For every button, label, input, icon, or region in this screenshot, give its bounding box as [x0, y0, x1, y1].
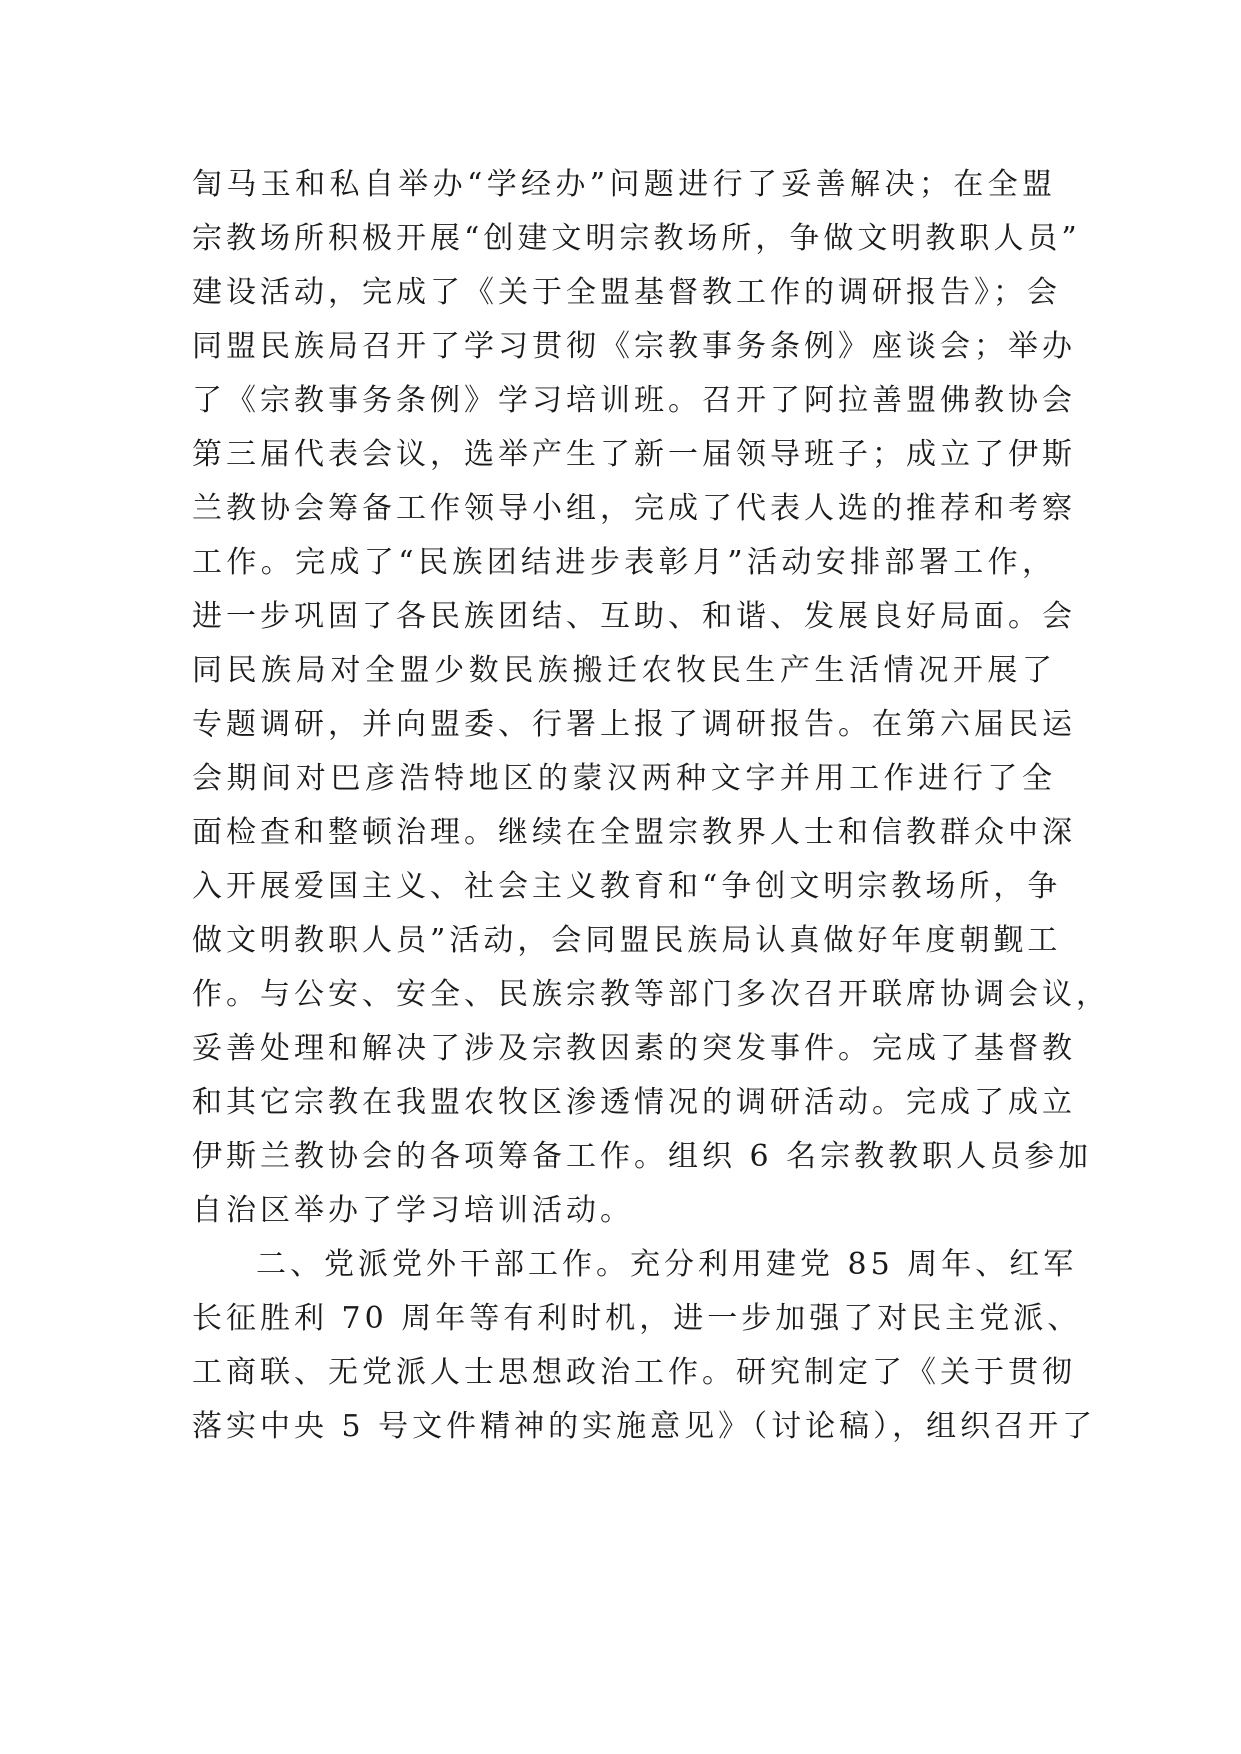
text-line: 工作。完成了“民族团结进步表彰月”活动安排部署工作， [192, 545, 1056, 580]
text-line: 专题调研，并向盟委、行署上报了调研报告。在第六届民运 [192, 707, 1076, 742]
paragraph-start-line: 二、党派党外干部工作。充分利用建党 85 周年、红军 [256, 1247, 1078, 1282]
text-line: 面检查和整顿治理。继续在全盟宗教界人士和信教群众中深 [192, 815, 1076, 850]
text-line: 自治区举办了学习培训活动。 [192, 1193, 634, 1228]
text-line: 作。与公安、安全、民族宗教等部门多次召开联席协调会议， [192, 977, 1110, 1012]
text-line: 第三届代表会议，选举产生了新一届领导班子；成立了伊斯 [192, 437, 1076, 472]
text-line: 入开展爱国主义、社会主义教育和“争创文明宗教场所，争 [192, 869, 1062, 904]
text-line: 和其它宗教在我盟农牧区渗透情况的调研活动。完成了成立 [192, 1085, 1076, 1120]
text-line: 訇马玉和私自举办“学经办”问题进行了妥善解决；在全盟 [192, 167, 1056, 202]
text-line: 落实中央 5 号文件精神的实施意见》（讨论稿），组织召开了 [192, 1409, 1097, 1444]
text-line: 进一步巩固了各民族团结、互助、和谐、发展良好局面。会 [192, 599, 1076, 634]
text-line: 兰教协会筹备工作领导小组，完成了代表人选的推荐和考察 [192, 491, 1076, 526]
text-line: 伊斯兰教协会的各项筹备工作。组织 6 名宗教教职人员参加 [192, 1139, 1093, 1174]
text-line: 同民族局对全盟少数民族搬迁农牧民生产生活情况开展了 [192, 653, 1056, 688]
text-line: 会期间对巴彦浩特地区的蒙汉两种文字并用工作进行了全 [192, 761, 1056, 796]
text-line: 宗教场所积极开展“创建文明宗教场所，争做文明教职人员” [192, 221, 1081, 256]
text-line: 建设活动，完成了《关于全盟基督教工作的调研报告》；会 [192, 275, 1061, 310]
text-line: 了《宗教事务条例》学习培训班。召开了阿拉善盟佛教协会 [192, 383, 1076, 418]
body-text [192, 158, 1110, 1454]
text-line: 长征胜利 70 周年等有利时机，进一步加强了对民主党派、 [192, 1301, 1082, 1336]
text-line: 同盟民族局召开了学习贯彻《宗教事务条例》座谈会；举办 [192, 329, 1076, 364]
text-line: 工商联、无党派人士思想政治工作。研究制定了《关于贯彻 [192, 1355, 1076, 1390]
text-line: 做文明教职人员”活动，会同盟民族局认真做好年度朝觐工 [192, 923, 1062, 958]
text-line: 妥善处理和解决了涉及宗教因素的突发事件。完成了基督教 [192, 1031, 1076, 1066]
